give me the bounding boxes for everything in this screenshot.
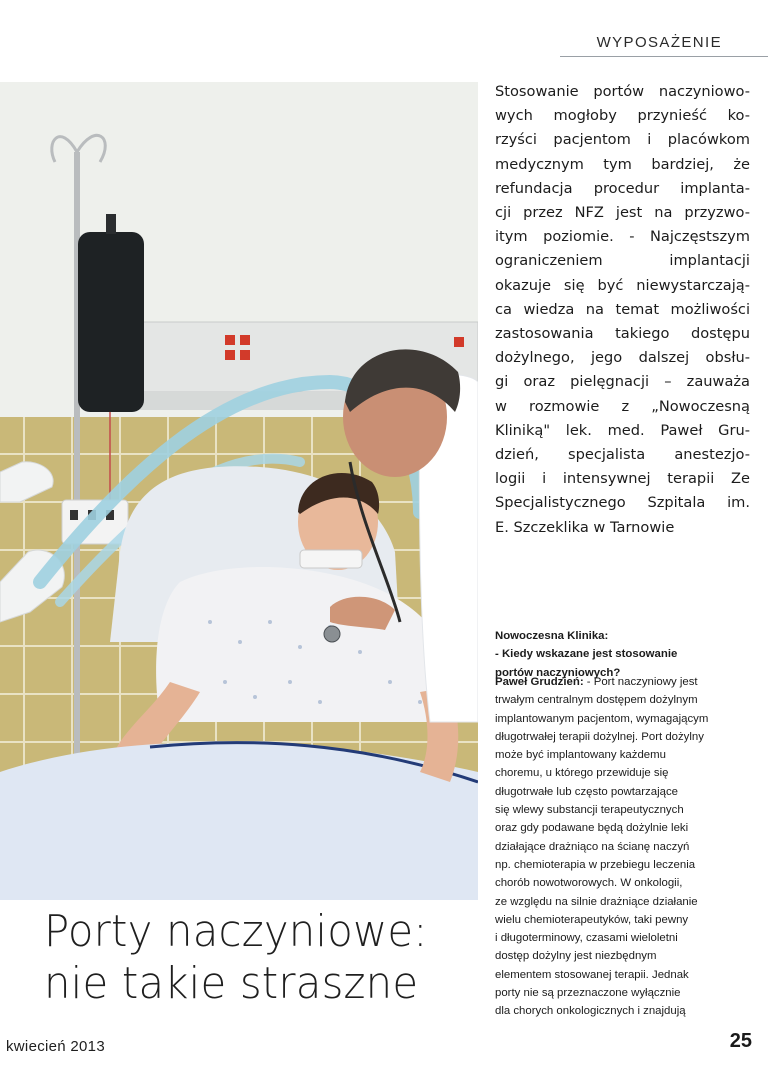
answer-line: porty nie są przeznaczone wyłącznie bbox=[495, 987, 681, 1000]
answer-line: trwałym centralnym dostępem dożylnym bbox=[495, 694, 698, 707]
answer-line: ze względu na silnie drażniące działanie bbox=[495, 895, 698, 908]
answer-line: oraz gdy podawane będą dożylnie leki bbox=[495, 822, 689, 835]
answer-line: choremu, u którego przewiduje się bbox=[495, 767, 669, 780]
lead-line: dzień, specjalista anestezjo- bbox=[495, 446, 750, 464]
lead-line: rzyści pacjentom i placówkom bbox=[495, 131, 750, 149]
answer-speaker: Paweł Grudzień: bbox=[495, 676, 584, 688]
answer-line: dostęp dożylny jest niezbędnym bbox=[495, 950, 657, 963]
lead-line: ca wiedza na temat możliwości bbox=[495, 300, 750, 318]
answer-first-line bbox=[495, 673, 755, 691]
lead-line: Kliniką" lek. med. Paweł Gru- bbox=[495, 421, 750, 439]
lead-line: dożylnego, jego dalszej obsłu- bbox=[495, 349, 750, 367]
lead-line: gi oraz pielęgnacji – zauważa bbox=[495, 373, 750, 391]
answer-line: np. chemioterapia w przebiegu leczenia bbox=[495, 858, 696, 871]
page-number: 25 bbox=[729, 1030, 752, 1052]
section-header: WYPOSAŻENIE bbox=[596, 34, 722, 51]
answer-text: - Port naczyniowy jest bbox=[583, 676, 698, 688]
lead-line: cji przez NFZ jest na przyzwo- bbox=[495, 204, 750, 222]
article-title bbox=[44, 906, 484, 1010]
issue-date: kwiecień 2013 bbox=[6, 1038, 105, 1055]
lead-line: w rozmowie z „Nowoczesną bbox=[495, 397, 750, 415]
answer-line: i długoterminowy, czasami wieloletni bbox=[495, 932, 678, 945]
lead-line: logii i intensywnej terapii Ze bbox=[495, 470, 750, 488]
answer-line: wielu chemioterapeutyków, taki pewny bbox=[495, 913, 689, 926]
header-rule bbox=[560, 56, 768, 57]
lead-line: refundacja procedur implanta- bbox=[495, 179, 750, 197]
answer-line: elementem stosowanej terapii. Jednak bbox=[495, 968, 689, 981]
article-photo bbox=[0, 82, 478, 900]
title-line-2: nie takie straszne bbox=[44, 958, 419, 1009]
answer-line: długotrwałe lub często powtarzające bbox=[495, 785, 678, 798]
answer-line: długotrwałej terapii dożylnej. Port dożylny bbox=[495, 730, 704, 743]
lead-line: okazuje się być niewystarczają- bbox=[495, 276, 750, 294]
lead-line: medycznym tym bardziej, że bbox=[495, 155, 750, 173]
lead-line: Specjalistycznego Szpitala im. bbox=[495, 494, 750, 512]
lead-line: E. Szczeklika w Tarnowie bbox=[495, 518, 675, 536]
lead-line: Stosowanie portów naczyniowo- bbox=[495, 83, 750, 100]
lead-line: zastosowania takiego dostępu bbox=[495, 325, 750, 343]
lead-line: itym poziomie. - Najczęstszym bbox=[495, 228, 750, 246]
answer-line: chorób nowotworowych. W onkologii, bbox=[495, 877, 683, 890]
lead-line: ograniczeniem implantacji bbox=[495, 252, 750, 270]
answer-line: się wlewy substancji terapeutycznych bbox=[495, 804, 684, 817]
answer-line: działające drażniąco na ścianę naczyń bbox=[495, 840, 690, 853]
question-text-line: - Kiedy wskazane jest stosowanie bbox=[495, 648, 678, 661]
answer-line: dla chorych onkologicznych i znajdują bbox=[495, 1005, 686, 1018]
answer-line: implantowanym pacjentom, wymagającym bbox=[495, 712, 709, 725]
question-text-line: portów naczyniowych? bbox=[495, 666, 621, 679]
title-line-1: Porty naczyniowe: bbox=[44, 906, 428, 957]
answer-line: może być implantowany każdemu bbox=[495, 749, 666, 762]
interview-answer bbox=[495, 673, 755, 1021]
question-speaker: Nowoczesna Klinika: bbox=[495, 630, 609, 642]
lead-line: wych mogłoby przynieść ko- bbox=[495, 107, 750, 125]
lead-paragraph bbox=[495, 80, 750, 540]
